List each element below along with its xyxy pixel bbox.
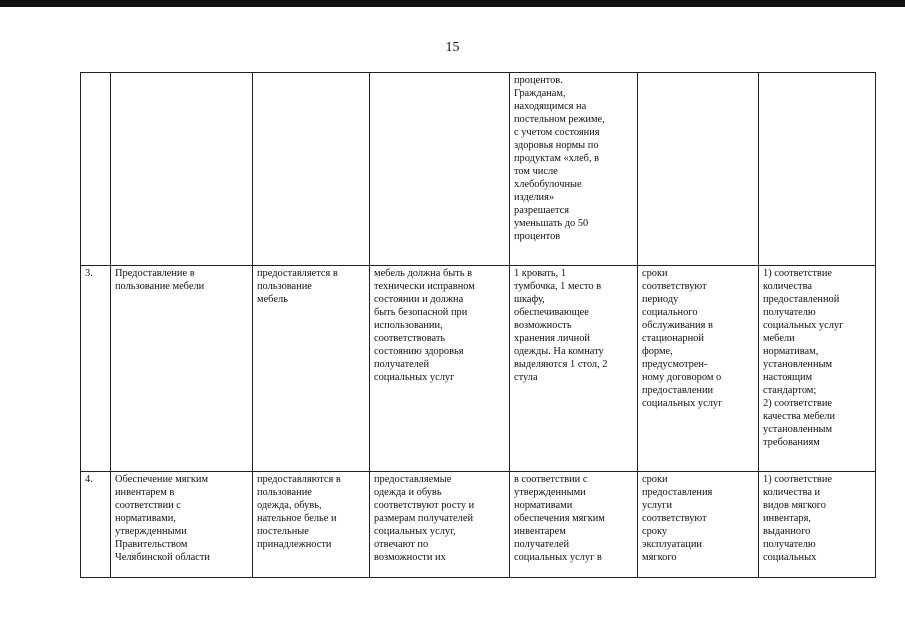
cell-service-volume: 1 кровать, 1 тумбочка, 1 место в шкафу, обеспечивающее возможность хранения личной одежды. На комнату выделяются 1 стол, 2 стула (510, 266, 638, 472)
cell-service-content: предоставляются в пользование одежда, обувь, нательное белье и постельные принадлежности (253, 472, 370, 578)
cell-service-terms: сроки предоставления услуги соответствуют сроку эксплуатации мягкого (638, 472, 759, 578)
cell-quality-indicators (759, 73, 876, 266)
cell-service-content: предоставляется в пользование мебель (253, 266, 370, 472)
cell-service-terms: сроки соответствуют периоду социального обслуживания в стационарной форме, предусмотрен- ному договором о предоставлении социальных услуг (638, 266, 759, 472)
table-row (81, 472, 876, 578)
top-edge-bar (0, 0, 905, 7)
cell-service-volume: в соответствии с утвержденными нормативами обеспечения мягким инвентарем получателей социальных услуг в (510, 472, 638, 578)
services-table (80, 72, 876, 578)
cell-service-description: мебель должна быть в технически исправном состоянии и должна быть безопасной при использовании, соответствовать состоянию здоровья получателей социальных услуг (370, 266, 510, 472)
cell-number (81, 73, 111, 266)
cell-service-name: Обеспечение мягким инвентарем в соответствии с нормативами, утвержденными Правительством Челябинской области (111, 472, 253, 578)
cell-quality-indicators: 1) соответствие количества предоставленной получателю социальных услуг мебели нормативам, установленным настоящим стандартом; 2) соответствие качества мебели установленным требованиям (759, 266, 876, 472)
cell-number: 3. (81, 266, 111, 472)
table-row (81, 73, 876, 266)
cell-service-name (111, 73, 253, 266)
table-row (81, 266, 876, 472)
cell-service-name: Предоставление в пользование мебели (111, 266, 253, 472)
cell-service-volume: процентов. Гражданам, находящимся на постельном режиме, с учетом состояния здоровья нормы по продуктам «хлеб, в том числе хлебобулочные изделия» разрешается уменьшать до 50 процентов (510, 73, 638, 266)
page-number: 15 (445, 40, 460, 55)
cell-quality-indicators: 1) соответствие количества и видов мягкого инвентаря, выданного получателю социальных (759, 472, 876, 578)
cell-service-description (370, 73, 510, 266)
cell-service-terms (638, 73, 759, 266)
cell-number: 4. (81, 472, 111, 578)
cell-service-description: предоставляемые одежда и обувь соответствуют росту и размерам получателей социальных услуг, отвечают по возможности их (370, 472, 510, 578)
cell-service-content (253, 73, 370, 266)
